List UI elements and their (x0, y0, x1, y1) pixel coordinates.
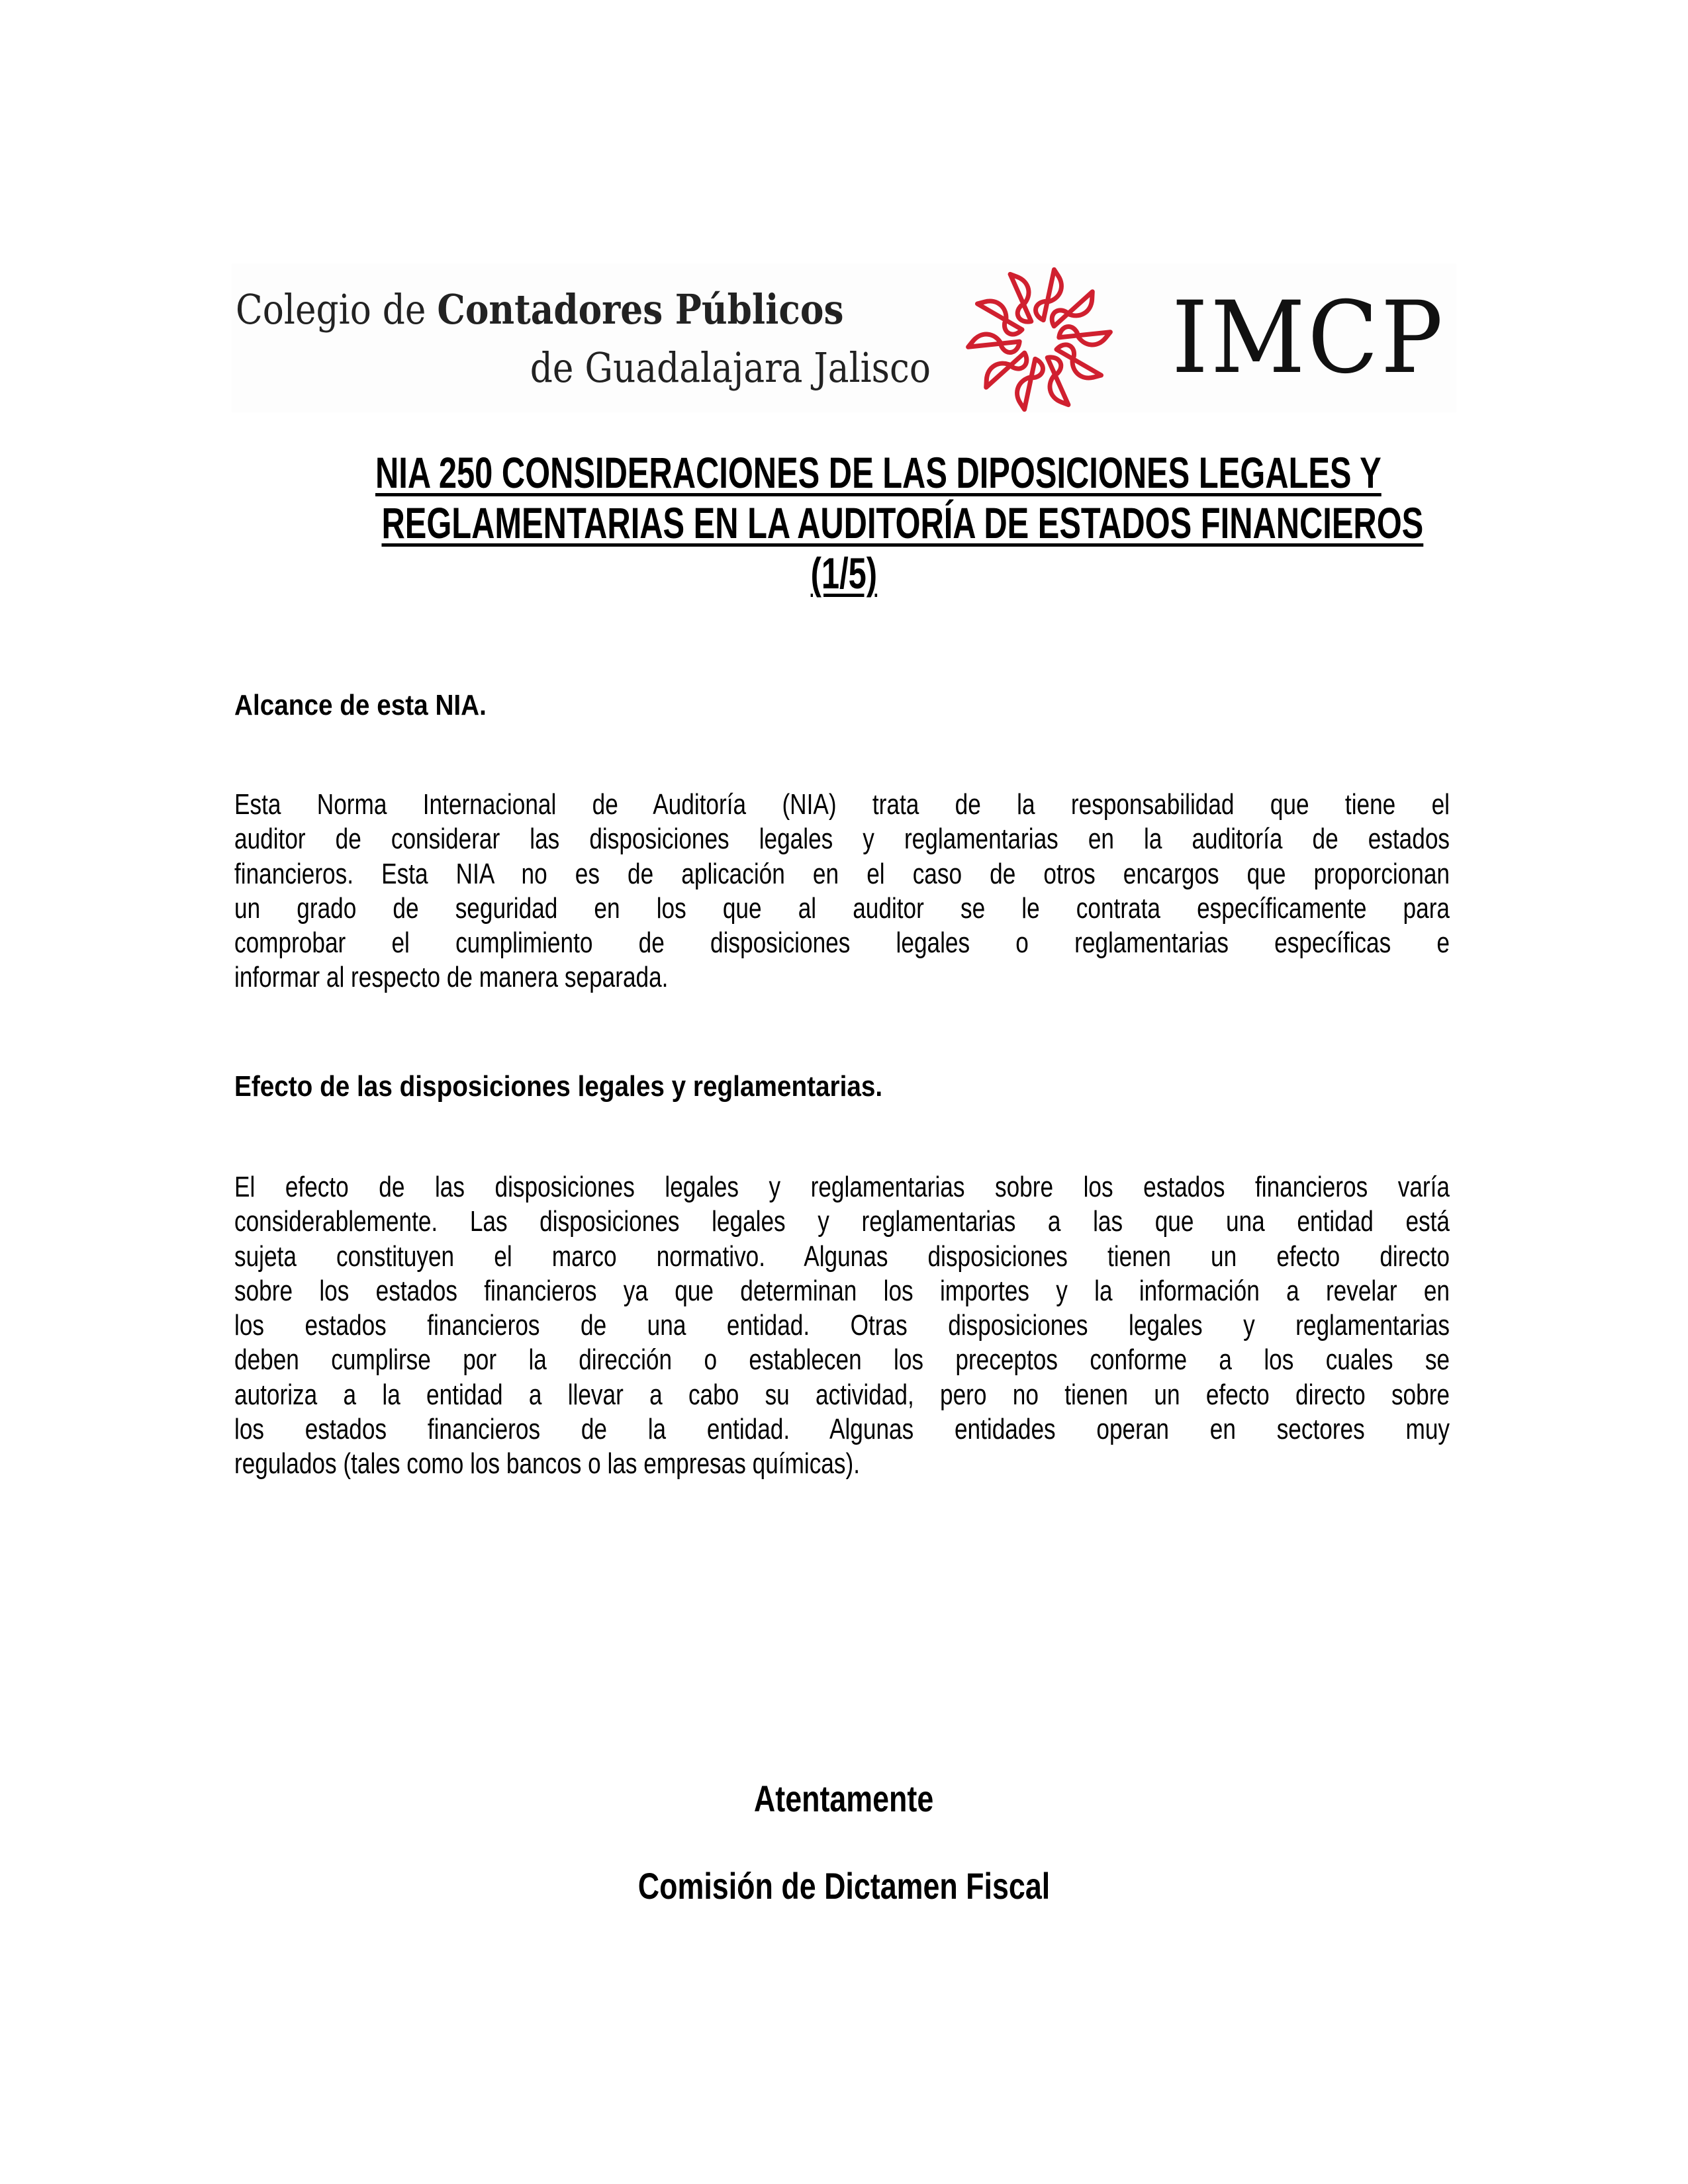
paragraph-line: considerablemente. Las disposiciones legales y reglamentarias a las que una entidad está (234, 1205, 1450, 1238)
org-name-emphasis: Contadores Públicos (437, 285, 844, 334)
letterhead (232, 263, 1456, 412)
paragraph-line: informar al respecto de manera separada. (234, 961, 669, 994)
paragraph-line: Esta Norma Internacional de Auditoría (NIA) trata de la responsabilidad que tiene el (234, 788, 1450, 821)
paragraph-line: auditor de considerar las disposiciones legales y reglamentarias en la auditoría de estados (234, 823, 1450, 856)
closing-salutation: Atentamente (754, 1778, 934, 1819)
paragraph-line: autoriza a la entidad a llevar a cabo su actividad, pero no tienen un efecto directo sobre (234, 1378, 1450, 1411)
org-name-line-2: de Guadalajara Jalisco (530, 343, 931, 392)
section-heading-efecto: Efecto de las disposiciones legales y reglamentarias. (234, 1070, 883, 1103)
paragraph-line: El efecto de las disposiciones legales y reglamentarias sobre los estados financieros varía (234, 1171, 1450, 1203)
org-name-line-1 (236, 281, 844, 339)
paragraph-line: deben cumplirse por la dirección o establecen los preceptos conforme a los cuales se (234, 1343, 1450, 1377)
closing-signatory: Comisión de Dictamen Fiscal (637, 1865, 1051, 1907)
document-title (199, 447, 1489, 598)
rosette-knot-loop (1034, 267, 1065, 322)
rosette-knot-loop (1013, 357, 1045, 412)
imcp-wordmark: IMCP (1172, 281, 1446, 396)
title-line-1: NIA 250 CONSIDERACIONES DE LAS DIPOSICIONES LEGALES Y (375, 448, 1382, 497)
paragraph-line: los estados financieros de una entidad. Otras disposiciones legales y reglamentarias (234, 1309, 1450, 1342)
paragraph-line: sobre los estados financieros ya que determinan los importes y la información a revelar en (234, 1274, 1450, 1307)
paragraph-line: un grado de seguridad en los que al auditor se le contrata específicamente para (234, 891, 1450, 925)
org-name-prefix: Colegio de (236, 285, 426, 334)
paragraph-line: sujeta constituyen el marco normativo. Algunas disposiciones tienen un efecto directo (234, 1240, 1450, 1273)
imcp-knot-rosette-icon (960, 263, 1119, 416)
org-name (236, 281, 931, 397)
paragraph-alcance (234, 788, 1450, 995)
paragraph-line: financieros. Esta NIA no es de aplicación en el caso de otros encargos que proporcionan (234, 857, 1450, 890)
title-line-2: REGLAMENTARIAS EN LA AUDITORÍA DE ESTADOS FINANCIEROS (381, 498, 1424, 547)
paragraph-line: comprobar el cumplimiento de disposiciones legales o reglamentarias específicas e (234, 927, 1450, 960)
paragraph-line: regulados (tales como los bancos o las empresas químicas). (234, 1447, 860, 1480)
paragraph-line: los estados financieros de la entidad. Algunas entidades operan en sectores muy (234, 1413, 1450, 1446)
paragraph-efecto (234, 1170, 1450, 1482)
section-heading-alcance: Alcance de esta NIA. (234, 689, 487, 721)
title-part-indicator: (1/5) (810, 549, 878, 598)
